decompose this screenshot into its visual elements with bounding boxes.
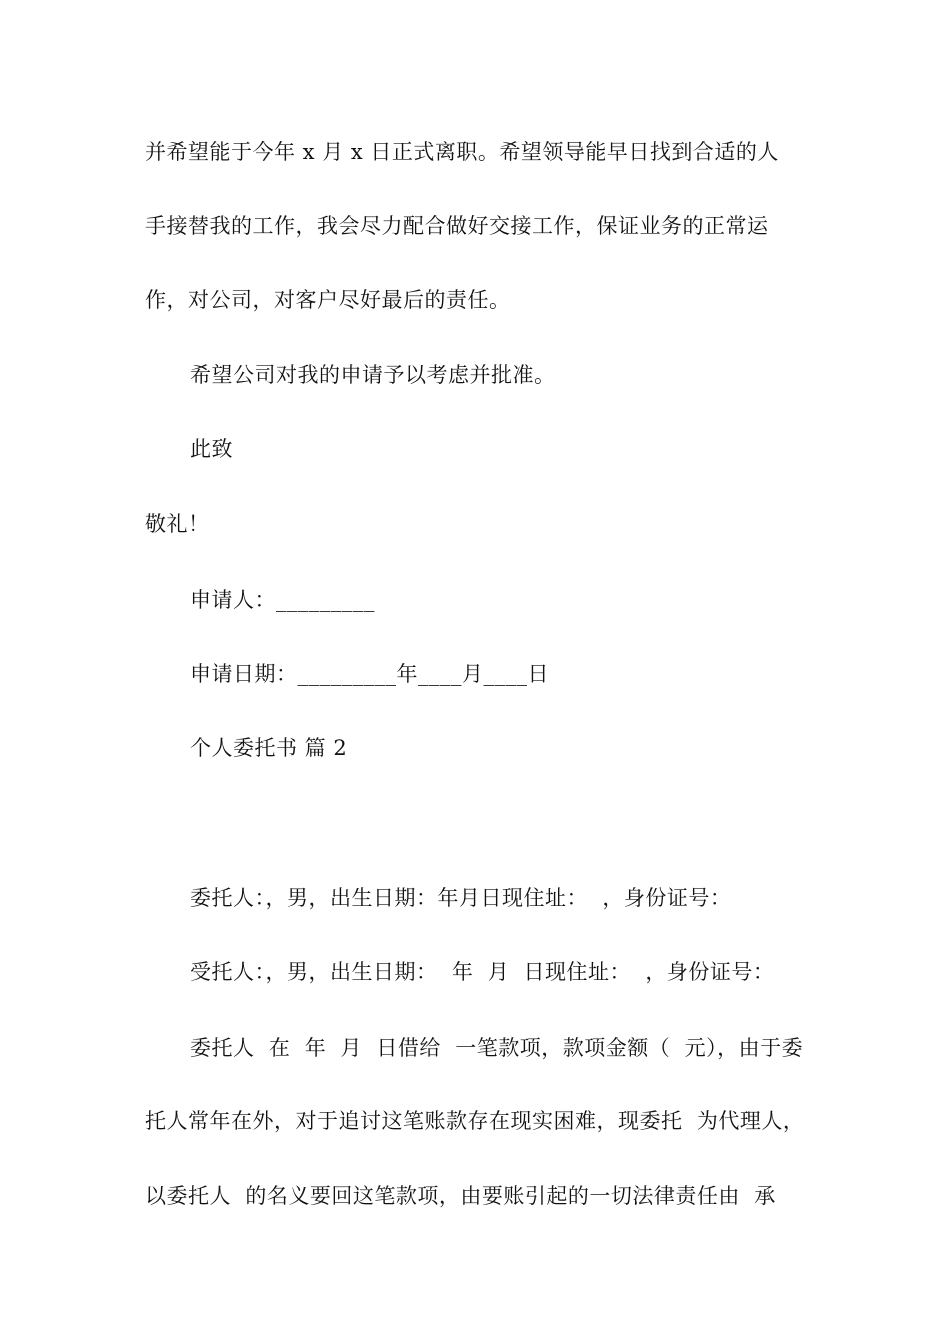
paragraph-line: 作，对公司，对客户尽好最后的责任。 (145, 288, 511, 312)
paragraph-line: 手接替我的工作，我会尽力配合做好交接工作，保证业务的正常运 (145, 214, 769, 238)
paragraph-line: 受托人：，男，出生日期： 年 月 日现住址： ，身份证号： (190, 960, 775, 984)
paragraph-line: 托人常年在外，对于追讨这笔账款存在现实困难，现委托 为代理人， (145, 1109, 805, 1133)
applicant-line: 申请人：_________ (190, 588, 375, 612)
paragraph-line: 委托人 在 年 月 日借给 一笔款项，款项金额（ 元），由于委 (190, 1036, 804, 1060)
paragraph-line: 并希望能于今年 x 月 x 日正式离职。希望领导能早日找到合适的人 (145, 140, 779, 164)
salutation-line: 敬礼！ (145, 512, 210, 536)
paragraph-line: 委托人：，男，出生日期：年月日现住址： ，身份证号： (190, 886, 732, 910)
closing-line: 此致 (190, 437, 233, 461)
section-heading: 个人委托书 篇 2 (190, 736, 348, 760)
paragraph-line: 希望公司对我的申请予以考虑并批准。 (190, 363, 556, 387)
paragraph-line: 以委托人 的名义要回这笔款项，由要账引起的一切法律责任由 承 (145, 1184, 776, 1208)
date-line: 申请日期：_________年____月____日 (190, 662, 549, 686)
